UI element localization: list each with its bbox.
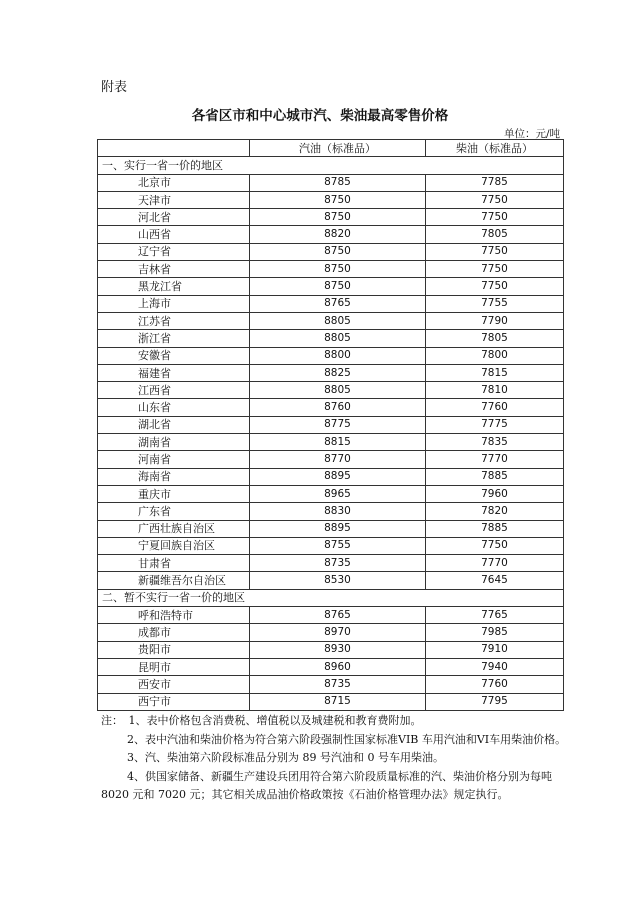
region-cell: 河南省 <box>98 451 250 468</box>
diesel-price-cell: 7765 <box>426 607 564 624</box>
diesel-price-cell: 7770 <box>426 451 564 468</box>
diesel-price-cell: 7755 <box>426 295 564 312</box>
gasoline-price-cell: 8820 <box>250 226 426 243</box>
gasoline-price-cell: 8895 <box>250 468 426 485</box>
table-row <box>98 520 564 537</box>
gasoline-price-cell: 8800 <box>250 347 426 364</box>
gasoline-price-cell: 8785 <box>250 174 426 191</box>
region-cell: 河北省 <box>98 209 250 226</box>
region-cell: 辽宁省 <box>98 243 250 260</box>
section-heading: 一、实行一省一价的地区 <box>98 157 564 174</box>
region-cell: 浙江省 <box>98 330 250 347</box>
gasoline-price-cell: 8530 <box>250 572 426 589</box>
section-heading: 二、暂不实行一省一价的地区 <box>98 589 564 606</box>
table-row <box>98 537 564 554</box>
diesel-price-cell: 7835 <box>426 434 564 451</box>
table-row <box>98 330 564 347</box>
diesel-price-cell: 7885 <box>426 520 564 537</box>
gasoline-price-cell: 8960 <box>250 658 426 675</box>
table-row <box>98 243 564 260</box>
table-row <box>98 399 564 416</box>
gasoline-price-cell: 8765 <box>250 607 426 624</box>
diesel-price-cell: 7885 <box>426 468 564 485</box>
region-cell: 新疆维吾尔自治区 <box>98 572 250 589</box>
diesel-price-cell: 7805 <box>426 226 564 243</box>
gasoline-price-cell: 8750 <box>250 243 426 260</box>
region-cell: 吉林省 <box>98 261 250 278</box>
note-4: 4、供国家储备、新疆生产建设兵团用符合第六阶段质量标准的汽、柴油价格分别为每吨 8020 元和 7020 元；其它相关成品油价格政策按《石油价格管理办法》规定执行。 <box>101 769 552 802</box>
region-cell: 宁夏回族自治区 <box>98 537 250 554</box>
page-title: 各省区市和中心城市汽、柴油最高零售价格 <box>191 108 449 124</box>
region-cell: 江西省 <box>98 382 250 399</box>
diesel-price-cell: 7810 <box>426 382 564 399</box>
gasoline-price-cell: 8775 <box>250 416 426 433</box>
region-cell: 山西省 <box>98 226 250 243</box>
diesel-price-cell: 7940 <box>426 658 564 675</box>
diesel-price-cell: 7795 <box>426 693 564 710</box>
note-1: 注： 1、表中价格包含消费税、增值税以及城建税和教育费附加。 <box>101 714 422 727</box>
table-row <box>98 451 564 468</box>
diesel-price-cell: 7750 <box>426 243 564 260</box>
region-cell: 西安市 <box>98 676 250 693</box>
table-row <box>98 278 564 295</box>
header-region <box>98 140 250 157</box>
diesel-price-cell: 7800 <box>426 347 564 364</box>
table-row <box>98 572 564 589</box>
region-cell: 广东省 <box>98 503 250 520</box>
table-header-row <box>98 140 564 157</box>
gasoline-price-cell: 8770 <box>250 451 426 468</box>
table-row <box>98 658 564 675</box>
region-cell: 贵阳市 <box>98 641 250 658</box>
region-cell: 西宁市 <box>98 693 250 710</box>
gasoline-price-cell: 8735 <box>250 676 426 693</box>
table-row <box>98 209 564 226</box>
table-row <box>98 261 564 278</box>
table-row <box>98 555 564 572</box>
table-row <box>98 295 564 312</box>
gasoline-price-cell: 8750 <box>250 261 426 278</box>
note-3: 3、汽、柴油第六阶段标准品分别为 89 号汽油和 0 号车用柴油。 <box>127 751 444 765</box>
gasoline-price-cell: 8805 <box>250 330 426 347</box>
unit-label: 单位：元/吨 <box>503 128 560 140</box>
attachment-label: 附表 <box>101 80 128 95</box>
region-cell: 甘肃省 <box>98 555 250 572</box>
region-cell: 江苏省 <box>98 312 250 329</box>
diesel-price-cell: 7775 <box>426 416 564 433</box>
section-row <box>98 589 564 606</box>
region-cell: 昆明市 <box>98 658 250 675</box>
table-row <box>98 468 564 485</box>
diesel-price-cell: 7645 <box>426 572 564 589</box>
gasoline-price-cell: 8750 <box>250 209 426 226</box>
diesel-price-cell: 7985 <box>426 624 564 641</box>
diesel-price-cell: 7820 <box>426 503 564 520</box>
table-row <box>98 641 564 658</box>
gasoline-price-cell: 8735 <box>250 555 426 572</box>
table-row <box>98 347 564 364</box>
diesel-price-cell: 7750 <box>426 278 564 295</box>
gasoline-price-cell: 8825 <box>250 364 426 381</box>
region-cell: 广西壮族自治区 <box>98 520 250 537</box>
table-row <box>98 434 564 451</box>
gasoline-price-cell: 8815 <box>250 434 426 451</box>
region-cell: 成都市 <box>98 624 250 641</box>
diesel-price-cell: 7805 <box>426 330 564 347</box>
notes-section <box>101 712 571 805</box>
table-row <box>98 364 564 381</box>
section-row <box>98 157 564 174</box>
gasoline-price-cell: 8965 <box>250 485 426 502</box>
gasoline-price-cell: 8805 <box>250 312 426 329</box>
header-diesel: 柴油（标准品） <box>426 140 564 157</box>
table-row <box>98 485 564 502</box>
table-row <box>98 312 564 329</box>
region-cell: 天津市 <box>98 191 250 208</box>
diesel-price-cell: 7815 <box>426 364 564 381</box>
diesel-price-cell: 7750 <box>426 261 564 278</box>
table-row <box>98 693 564 710</box>
gasoline-price-cell: 8830 <box>250 503 426 520</box>
gasoline-price-cell: 8895 <box>250 520 426 537</box>
gasoline-price-cell: 8805 <box>250 382 426 399</box>
table-row <box>98 191 564 208</box>
region-cell: 上海市 <box>98 295 250 312</box>
region-cell: 呼和浩特市 <box>98 607 250 624</box>
diesel-price-cell: 7785 <box>426 174 564 191</box>
region-cell: 湖南省 <box>98 434 250 451</box>
region-cell: 重庆市 <box>98 485 250 502</box>
gasoline-price-cell: 8755 <box>250 537 426 554</box>
gasoline-price-cell: 8715 <box>250 693 426 710</box>
diesel-price-cell: 7750 <box>426 537 564 554</box>
table-body <box>98 157 564 711</box>
gasoline-price-cell: 8750 <box>250 278 426 295</box>
table-row <box>98 607 564 624</box>
region-cell: 北京市 <box>98 174 250 191</box>
diesel-price-cell: 7750 <box>426 191 564 208</box>
gasoline-price-cell: 8760 <box>250 399 426 416</box>
table-row <box>98 382 564 399</box>
gasoline-price-cell: 8930 <box>250 641 426 658</box>
region-cell: 湖北省 <box>98 416 250 433</box>
gasoline-price-cell: 8765 <box>250 295 426 312</box>
diesel-price-cell: 7910 <box>426 641 564 658</box>
header-gasoline: 汽油（标准品） <box>250 140 426 157</box>
gasoline-price-cell: 8750 <box>250 191 426 208</box>
table-row <box>98 416 564 433</box>
note-2: 2、表中汽油和柴油价格为符合第六阶段强制性国家标准VIB 车用汽油和VI车用柴油价格。 <box>127 732 567 746</box>
region-cell: 福建省 <box>98 364 250 381</box>
diesel-price-cell: 7790 <box>426 312 564 329</box>
region-cell: 黑龙江省 <box>98 278 250 295</box>
region-cell: 安徽省 <box>98 347 250 364</box>
region-cell: 山东省 <box>98 399 250 416</box>
price-table <box>97 139 564 711</box>
region-cell: 海南省 <box>98 468 250 485</box>
table-row <box>98 503 564 520</box>
diesel-price-cell: 7750 <box>426 209 564 226</box>
diesel-price-cell: 7770 <box>426 555 564 572</box>
gasoline-price-cell: 8970 <box>250 624 426 641</box>
diesel-price-cell: 7760 <box>426 676 564 693</box>
table-row <box>98 676 564 693</box>
diesel-price-cell: 7960 <box>426 485 564 502</box>
table-row <box>98 624 564 641</box>
table-row <box>98 174 564 191</box>
table-row <box>98 226 564 243</box>
diesel-price-cell: 7760 <box>426 399 564 416</box>
